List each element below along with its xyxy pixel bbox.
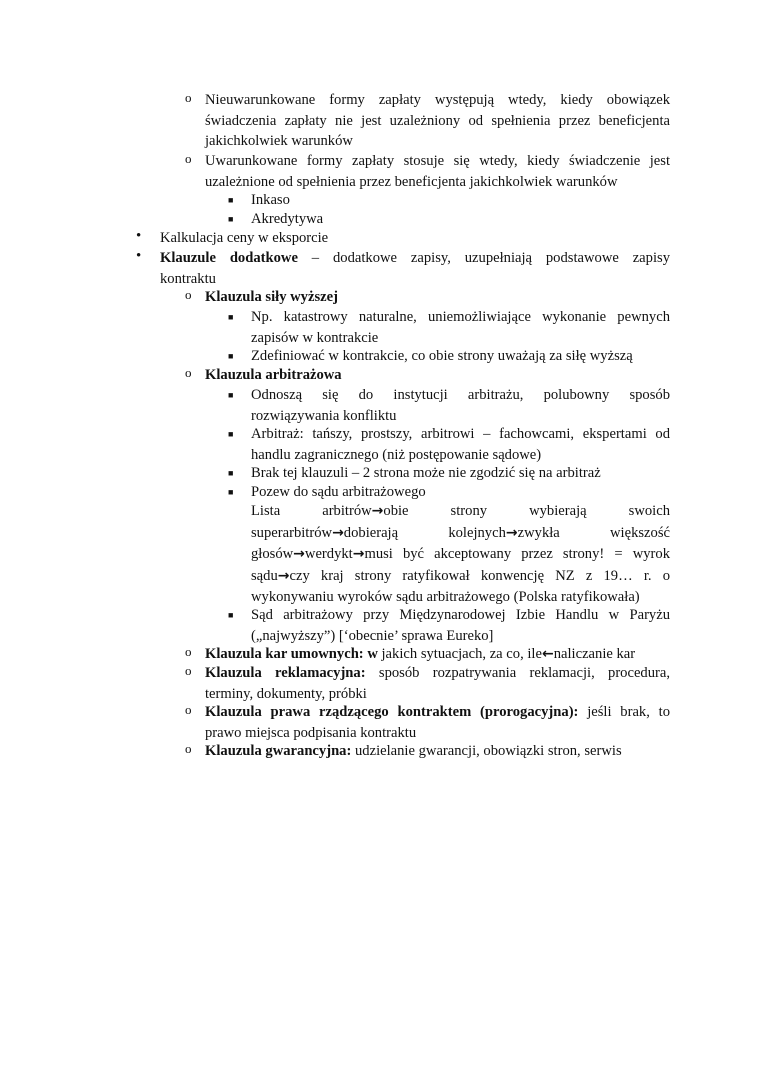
text-line: terminy, dokumenty, próbki <box>205 685 367 702</box>
text-line: jakichkolwiek warunków <box>205 133 353 149</box>
arrow-right-icon: → <box>293 546 305 562</box>
text-line: Sąd arbitrażowy przy Międzynarodowej Izbie Handlu w Paryżu <box>251 607 670 623</box>
circle-bullet-icon: o <box>185 644 192 659</box>
clause-text: jakich sytuacjach, za co, ile <box>377 646 542 662</box>
circle-bullet-icon: o <box>185 702 192 717</box>
text-line: handlu zagranicznego (niż postępowanie sądowe) <box>251 446 542 463</box>
clause-heading: Klauzula prawa rządzącego kontraktem (prorogacyjna): <box>205 704 579 720</box>
disc-bullet-icon: • <box>136 248 142 264</box>
list-item <box>251 424 670 465</box>
list-item <box>205 287 670 308</box>
list-item <box>205 702 670 743</box>
list-item <box>160 248 670 289</box>
clause-text: sposób rozpatrywania reklamacji, procedura, <box>365 665 671 681</box>
text-fragment: zwykła większość <box>517 524 670 541</box>
text-line <box>251 501 670 523</box>
clause-heading: Klauzula kar umownych: w <box>205 646 378 662</box>
arrow-right-icon: → <box>332 524 344 541</box>
clause-heading: Klauzula arbitrażowa <box>205 367 342 383</box>
list-item <box>251 385 670 426</box>
circle-bullet-icon: o <box>185 90 192 105</box>
list-item <box>205 644 670 665</box>
text-line: Brak tej klauzuli – 2 strona może nie zgodzić się na arbitraż <box>251 465 601 481</box>
arrow-right-icon: → <box>277 567 290 584</box>
square-bullet-icon: ■ <box>228 468 234 478</box>
list-item <box>251 307 670 348</box>
text-line: Pozew do sądu arbitrażowego <box>251 484 426 500</box>
text-line: Uwarunkowane formy zapłaty stosuje się wtedy, kiedy świadczenie jest <box>205 153 670 169</box>
text-line: zapisów w kontrakcie <box>251 329 379 346</box>
clause-text: jeśli brak, to <box>578 704 670 720</box>
text-line <box>251 566 670 588</box>
text-fragment: musi być akceptowany przez strony! = wyrok <box>364 546 670 562</box>
list-item <box>251 190 670 211</box>
text-line <box>251 523 670 545</box>
text-line: Arbitraż: tańszy, prostszy, arbitrowi – fachowcami, ekspertami od <box>251 426 670 442</box>
text-line: rozwiązywania konfliktu <box>251 407 397 424</box>
text-fragment: obie strony wybierają swoich <box>383 503 670 519</box>
circle-bullet-icon: o <box>185 365 192 380</box>
list-item <box>251 463 670 484</box>
list-item <box>251 209 670 230</box>
list-item <box>251 605 670 646</box>
text-fragment: sądu <box>251 567 278 584</box>
text-line: Np. katastrowy naturalne, uniemożliwiające wykonanie pewnych <box>251 309 670 325</box>
text-line: („najwyższy”) [‘obecnie’ sprawa Eureko] <box>251 627 494 644</box>
text-line <box>251 544 670 566</box>
arrow-right-icon: → <box>505 524 518 541</box>
text-line: prawo miejsca podpisania kontraktu <box>205 724 417 741</box>
clause-text: naliczanie kar <box>553 646 636 662</box>
circle-bullet-icon: o <box>185 287 192 302</box>
text-line <box>160 248 670 269</box>
text-line: Akredytywa <box>251 211 324 227</box>
list-item <box>205 151 670 192</box>
list-item <box>205 741 670 762</box>
list-item <box>251 482 670 503</box>
square-bullet-icon: ■ <box>228 487 234 497</box>
circle-bullet-icon: o <box>185 741 192 756</box>
text-fragment: dobierają kolejnych <box>343 524 506 541</box>
text-line: uzależnione od spełnienia przez beneficjenta jakichkolwiek warunków <box>205 173 618 190</box>
text-fragment: werdykt <box>304 546 353 562</box>
arrow-right-icon: → <box>371 503 384 519</box>
list-item <box>205 663 670 704</box>
clause-heading: Klauzula gwarancyjna: <box>205 743 352 759</box>
list-item <box>205 365 670 386</box>
clause-text: – dodatkowe zapisy, uzupełniają podstawowe zapisy <box>297 250 670 266</box>
clause-heading: Klauzula reklamacyjna: <box>205 665 366 681</box>
square-bullet-icon: ■ <box>228 429 234 439</box>
text-line: Zdefiniować w kontrakcie, co obie strony uważają za siłę wyższą <box>251 348 633 364</box>
text-line: Nieuwarunkowane formy zapłaty występują wtedy, kiedy obowiązek <box>205 92 670 108</box>
circle-bullet-icon: o <box>185 151 192 166</box>
disc-bullet-icon: • <box>136 228 142 244</box>
square-bullet-icon: ■ <box>228 214 234 224</box>
text-fragment: głosów <box>251 546 294 562</box>
text-line: kontraktu <box>160 270 216 287</box>
text-line: Inkaso <box>251 192 290 208</box>
square-bullet-icon: ■ <box>228 312 234 322</box>
text-fragment: superarbitrów <box>251 524 333 541</box>
square-bullet-icon: ■ <box>228 390 234 400</box>
list-item <box>205 90 670 152</box>
square-bullet-icon: ■ <box>228 351 234 361</box>
text-line <box>205 644 670 665</box>
square-bullet-icon: ■ <box>228 195 234 205</box>
text-fragment: czy kraj strony ratyfikował konwencję NZ z 19… r. o <box>289 567 670 584</box>
text-line <box>205 702 670 723</box>
arrow-left-icon: ← <box>541 646 554 662</box>
text-line: Kalkulacja ceny w eksporcie <box>160 230 329 246</box>
text-line <box>205 663 670 684</box>
text-line: świadczenia zapłaty nie jest uzależniony od spełnienia przez beneficjenta <box>205 112 670 129</box>
list-item <box>160 228 670 249</box>
clause-text: udzielanie gwarancji, obowiązki stron, serwis <box>351 743 622 759</box>
arrow-right-icon: → <box>352 546 365 562</box>
clause-heading: Klauzule dodatkowe <box>160 250 298 266</box>
arbitration-flow-paragraph <box>251 501 670 609</box>
text-line <box>205 741 670 762</box>
list-item <box>251 346 670 367</box>
text-fragment: Lista arbitrów <box>251 503 372 519</box>
square-bullet-icon: ■ <box>228 610 234 620</box>
clause-heading: Klauzula siły wyższej <box>205 289 338 305</box>
text-line: wykonywaniu wyroków sądu arbitrażowego (Polska ratyfikowała) <box>251 589 640 605</box>
text-line: Odnoszą się do instytucji arbitrażu, polubowny sposób <box>251 387 670 403</box>
circle-bullet-icon: o <box>185 663 192 678</box>
